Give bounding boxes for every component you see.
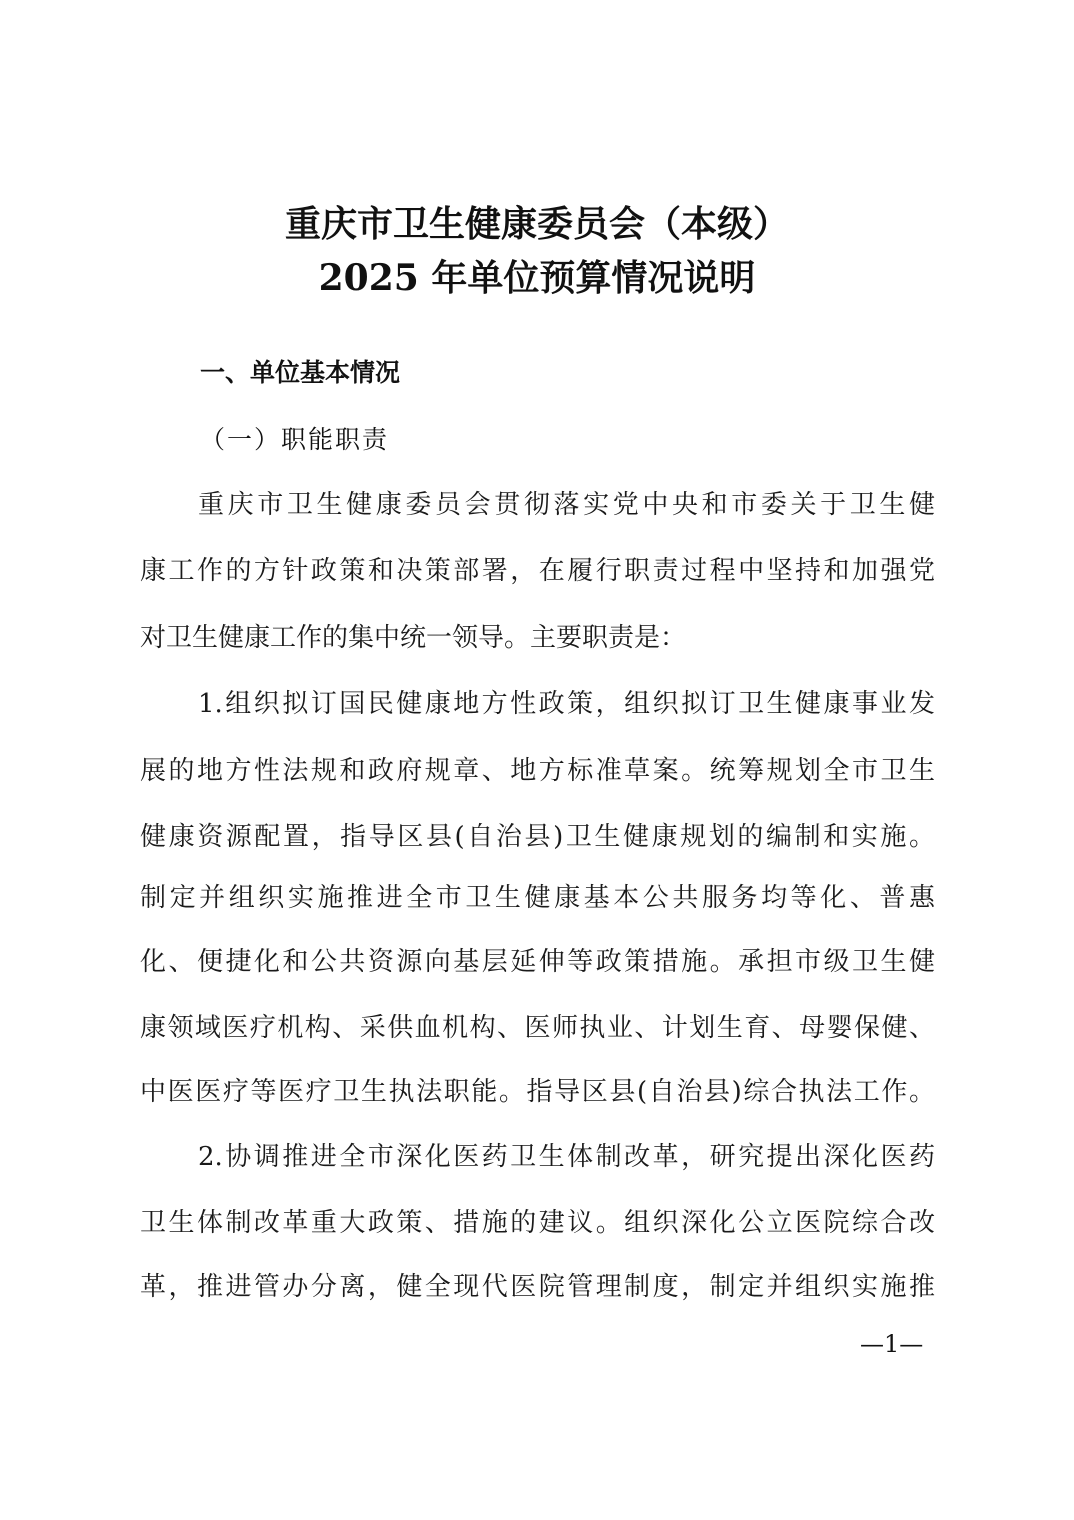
- body-line: 卫生体制改革重大政策、措施的建议。组织深化公立医院综合改: [140, 1208, 935, 1238]
- body-line: 制定并组织实施推进全市卫生健康基本公共服务均等化、普惠: [140, 883, 935, 913]
- body-line: 革，推进管办分离，健全现代医院管理制度，制定并组织实施推: [140, 1272, 935, 1302]
- body-line: 中医医疗等医疗卫生执法职能。指导区县(自治县)综合执法工作。: [140, 1077, 935, 1107]
- section-heading: 一、单位基本情况: [200, 358, 401, 387]
- body-line: 重庆市卫生健康委员会贯彻落实党中央和市委关于卫生健: [198, 490, 935, 520]
- body-line: 健康资源配置，指导区县(自治县)卫生健康规划的编制和实施。: [140, 822, 935, 852]
- body-line: 对卫生健康工作的集中统一领导。主要职责是：: [140, 623, 687, 653]
- body-line: 展的地方性法规和政府规章、地方标准草案。统筹规划全市卫生: [140, 756, 935, 786]
- body-line: 2.协调推进全市深化医药卫生体制改革，研究提出深化医药: [198, 1142, 935, 1172]
- body-line: 康工作的方针政策和决策部署，在履行职责过程中坚持和加强党: [140, 556, 935, 586]
- body-line: 康领域医疗机构、采供血机构、医师执业、计划生育、母婴保健、: [140, 1013, 935, 1043]
- page-number: —1—: [860, 1330, 924, 1358]
- subsection-heading: （一）职能职责: [200, 425, 390, 454]
- body-line: 化、便捷化和公共资源向基层延伸等政策措施。承担市级卫生健: [140, 947, 935, 977]
- document-title-line2: 2025 年单位预算情况说明: [318, 257, 756, 299]
- document-title-line1: 重庆市卫生健康委员会（本级）: [284, 203, 789, 245]
- body-line: 1.组织拟订国民健康地方性政策，组织拟订卫生健康事业发: [198, 689, 935, 719]
